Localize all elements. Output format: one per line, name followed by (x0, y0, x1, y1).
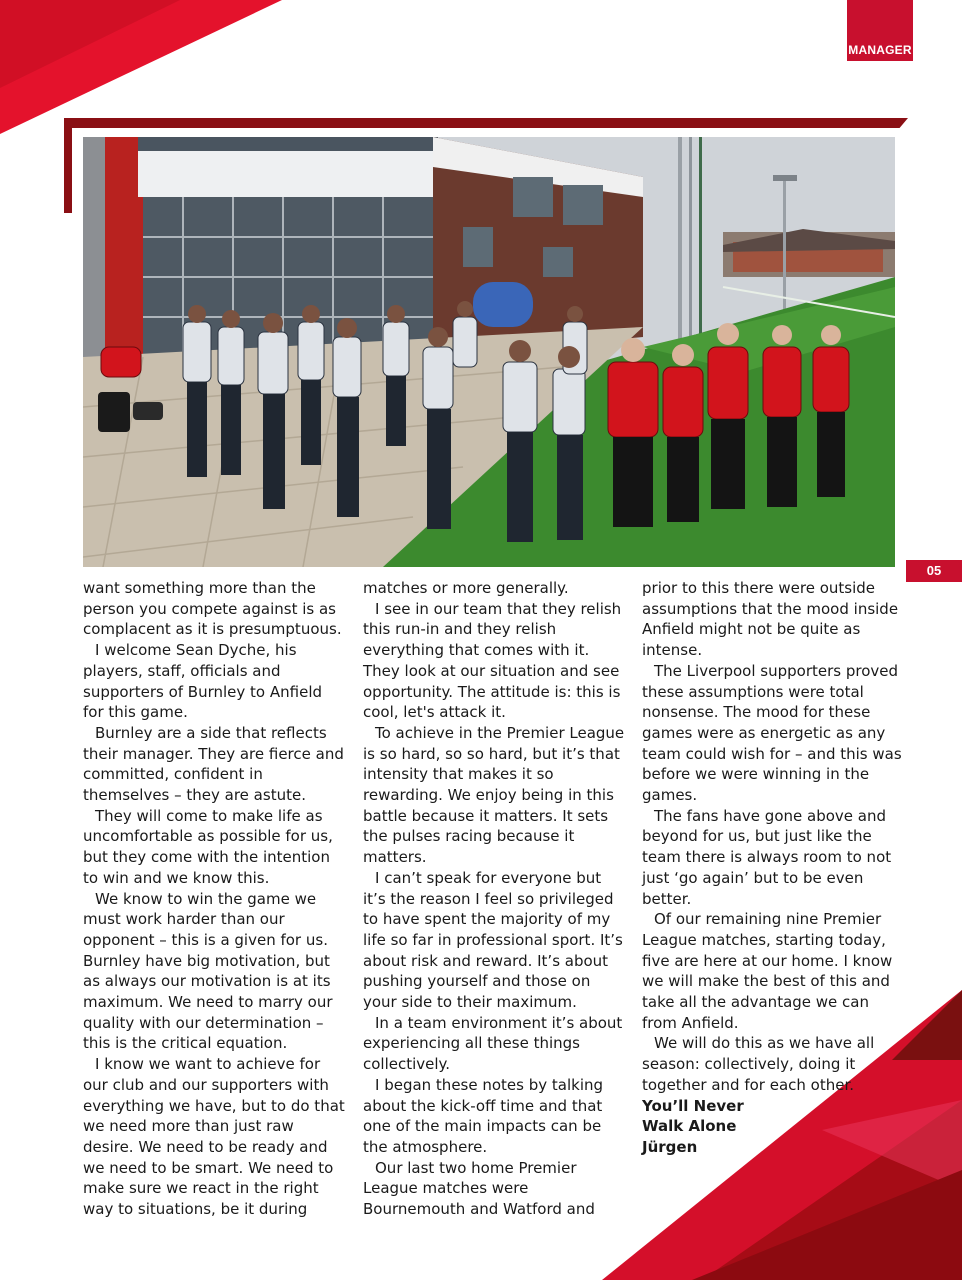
photo-frame-left (64, 118, 72, 213)
article-column-3 (642, 578, 904, 1158)
paragraph: matches or more generally. (363, 579, 569, 597)
team-photo (83, 137, 895, 567)
section-label: MANAGER (848, 43, 912, 57)
page-number: 05 (906, 560, 962, 582)
paragraph: I can’t speak for everyone but it’s the reason I feel so privileged to have spent the majority of my life so far in professional sport. It’s about risk and reward. It’s about pushing yourself and those on your side to their maximum. (363, 868, 623, 1012)
section-tab (847, 0, 913, 61)
article-column-2 (363, 578, 625, 1220)
paragraph: Our last two home Premier League matches were Bournemouth and Watford and (363, 1158, 595, 1219)
paragraph: Burnley are a side that reflects their manager. They are fierce and committed, confident in themselves – they are astute. (83, 723, 344, 805)
paragraph: prior to this there were outside assumptions that the mood inside Anfield might not be quite as intense. (642, 579, 899, 660)
signoff-line-2: Walk Alone (642, 1117, 737, 1136)
photo-frame-top (64, 118, 908, 128)
paragraph: Of our remaining nine Premier League matches, starting today, five are here at our home. I know we will make the best of this and take all the advantage we can from Anfield. (642, 910, 893, 1032)
paragraph: I began these notes by talking about the kick-off time and that one of the main impacts can be the atmosphere. (363, 1075, 604, 1156)
paragraph: To achieve in the Premier League is so hard, so so hard, but it’s that intensity that makes it so rewarding. We enjoy being in this battle because it matters. It sets the pulses racing because it matters. (363, 723, 625, 867)
signature: Jürgen (642, 1137, 698, 1156)
paragraph: In a team environment it’s about experiencing all these things collectively. (363, 1013, 623, 1074)
paragraph: I see in our team that they relish this run-in and they relish everything that comes with it. They look at our situation and see opportunity. The attitude is: this is cool, let's attack it. (363, 599, 622, 722)
paragraph: We know to win the game we must work harder than our opponent – this is a given for us. Burnley have big motivation, but as always our motivation is at its maximum. We need to marry our quality with our determination – this is the critical equation. (83, 889, 333, 1053)
paragraph: They will come to make life as uncomfortable as possible for us, but they come with the intention to win and we know this. (83, 806, 333, 887)
paragraph: We will do this as we have all season: collectively, doing it together and for each other. (642, 1034, 875, 1094)
paragraph: I know we want to achieve for our club and our supporters with everything we have, but to do that we need more than just raw desire. We need to be ready and we need to be smart. We need to make sure we react in the right way to situations, be it during (83, 1055, 345, 1219)
team-photo-illustration (83, 137, 895, 567)
paragraph: The Liverpool supporters proved these assumptions were total nonsense. The mood for these games were as energetic as any team could wish for – and this was before we were winning in the games. (642, 661, 902, 805)
article-column-1 (83, 578, 345, 1220)
paragraph: want something more than the person you compete against is as complacent as it is presumptuous. (83, 579, 342, 639)
paragraph: The fans have gone above and beyond for us, but just like the team there is always room to not just ‘go again’ but to be even better. (642, 806, 892, 908)
paragraph: I welcome Sean Dyche, his players, staff, officials and supporters of Burnley to Anfield for this game. (83, 641, 323, 722)
signoff-line-1: You’ll Never (642, 1096, 744, 1115)
